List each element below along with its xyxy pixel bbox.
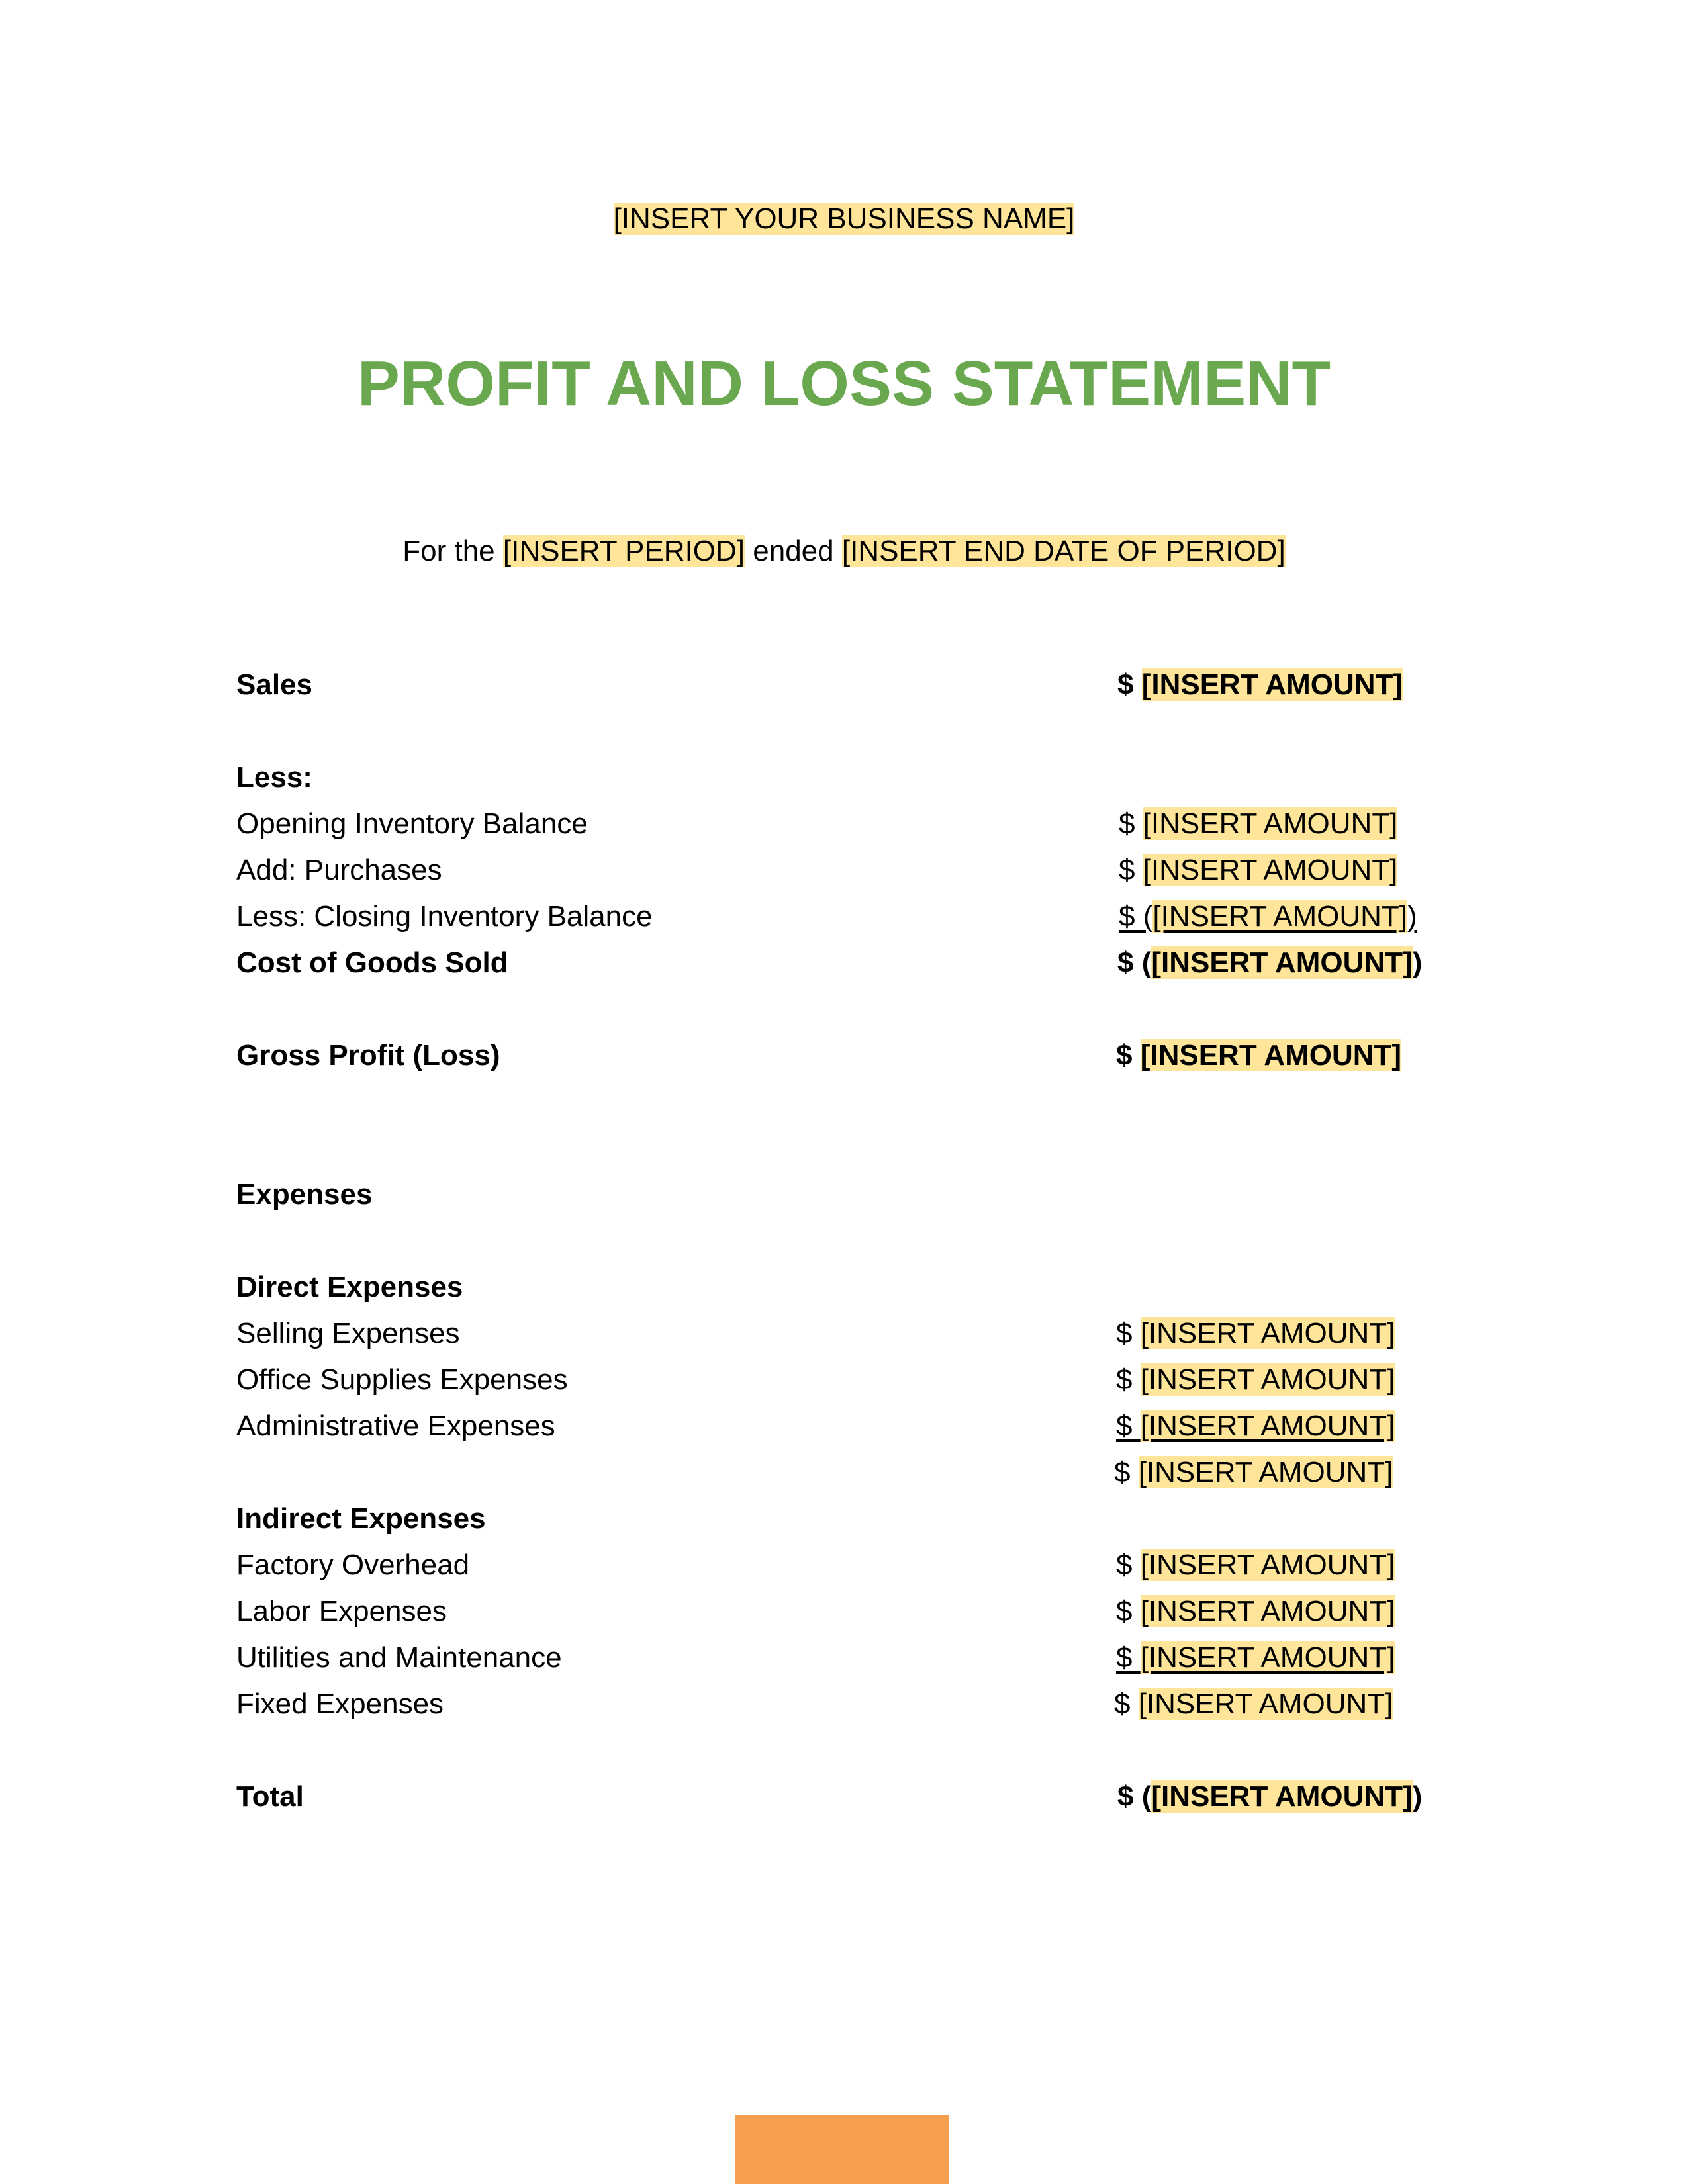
amount-placeholder: [INSERT AMOUNT] (1140, 1039, 1402, 1071)
row-closing-inventory (0, 893, 1688, 940)
row-amount (1114, 1681, 1393, 1727)
period-placeholder: [INSERT PERIOD] (502, 535, 745, 567)
row-amount (1119, 801, 1397, 847)
row-label: Sales (236, 668, 312, 701)
amount-placeholder: [INSERT AMOUNT] (1152, 900, 1408, 933)
row-amount (1116, 1403, 1395, 1449)
currency-symbol: $ (1119, 854, 1143, 886)
amount-placeholder: [INSERT AMOUNT] (1140, 1317, 1395, 1349)
row-amount (1116, 1542, 1395, 1588)
row-label: Less: Closing Inventory Balance (236, 900, 653, 933)
row-label: Selling Expenses (236, 1317, 460, 1349)
amount-placeholder: [INSERT AMOUNT] (1141, 668, 1403, 701)
row-label: Direct Expenses (236, 1271, 463, 1303)
period-line (0, 529, 1688, 573)
row-amount (1119, 893, 1417, 940)
amount-suffix: ) (1412, 1780, 1423, 1813)
amount-placeholder: [INSERT AMOUNT] (1138, 1456, 1393, 1488)
row-label: Expenses (236, 1178, 373, 1210)
row-label: Total (236, 1780, 304, 1813)
currency-symbol: $ ( (1117, 1780, 1152, 1813)
row-label: Less: (236, 761, 312, 794)
amount-placeholder: [INSERT AMOUNT] (1140, 1410, 1395, 1442)
footer-accent-bar (735, 2115, 949, 2184)
row-gross-profit (0, 1032, 1688, 1079)
end-date-placeholder: [INSERT END DATE OF PERIOD] (841, 535, 1286, 567)
amount-placeholder: [INSERT AMOUNT] (1140, 1363, 1395, 1396)
amount-placeholder: [INSERT AMOUNT] (1151, 946, 1413, 979)
amount-suffix: ) (1412, 946, 1423, 979)
amount-placeholder: [INSERT AMOUNT] (1140, 1641, 1395, 1674)
amount-placeholder: [INSERT AMOUNT] (1143, 807, 1398, 840)
row-amount (1117, 662, 1403, 708)
row-label: Fixed Expenses (236, 1688, 444, 1720)
row-labor (0, 1588, 1688, 1635)
amount-placeholder: [INSERT AMOUNT] (1138, 1688, 1393, 1720)
currency-symbol: $ (1116, 1363, 1141, 1396)
row-label: Administrative Expenses (236, 1410, 555, 1442)
currency-symbol: $ (1116, 1641, 1141, 1674)
row-label: Factory Overhead (236, 1549, 470, 1581)
row-utilities (0, 1635, 1688, 1681)
row-label: Office Supplies Expenses (236, 1363, 568, 1396)
row-fixed (0, 1681, 1688, 1727)
currency-symbol: $ ( (1119, 900, 1153, 933)
row-amount (1117, 1774, 1422, 1820)
row-direct-subtotal (0, 1449, 1688, 1496)
amount-placeholder: [INSERT AMOUNT] (1143, 854, 1398, 886)
row-administrative (0, 1403, 1688, 1449)
currency-symbol: $ (1119, 807, 1143, 840)
row-office-supplies (0, 1357, 1688, 1403)
row-amount (1117, 940, 1422, 986)
amount-placeholder: [INSERT AMOUNT] (1151, 1780, 1413, 1813)
row-cogs (0, 940, 1688, 986)
row-label: Opening Inventory Balance (236, 807, 588, 840)
row-label: Add: Purchases (236, 854, 442, 886)
row-purchases (0, 847, 1688, 893)
row-amount (1116, 1635, 1395, 1681)
row-expenses (0, 1171, 1688, 1218)
row-amount (1116, 1588, 1395, 1635)
row-label: Utilities and Maintenance (236, 1641, 562, 1674)
period-middle: ended (745, 535, 842, 567)
row-amount (1114, 1449, 1393, 1496)
amount-suffix: ) (1407, 900, 1417, 933)
currency-symbol: $ (1114, 1456, 1139, 1488)
row-label: Cost of Goods Sold (236, 946, 508, 979)
currency-symbol: $ ( (1117, 946, 1152, 979)
row-less (0, 754, 1688, 801)
row-total (0, 1774, 1688, 1820)
currency-symbol: $ (1116, 1317, 1141, 1349)
row-label: Labor Expenses (236, 1595, 447, 1627)
row-opening-inventory (0, 801, 1688, 847)
row-label: Gross Profit (Loss) (236, 1039, 500, 1071)
page-title: PROFIT AND LOSS STATEMENT (357, 348, 1331, 419)
row-selling-expenses (0, 1310, 1688, 1357)
row-factory-overhead (0, 1542, 1688, 1588)
period-prefix: For the (402, 535, 503, 567)
row-amount (1116, 1357, 1395, 1403)
currency-symbol: $ (1116, 1039, 1141, 1071)
currency-symbol: $ (1116, 1595, 1141, 1627)
row-amount (1116, 1032, 1401, 1079)
row-sales (0, 662, 1688, 708)
currency-symbol: $ (1114, 1688, 1139, 1720)
currency-symbol: $ (1116, 1549, 1141, 1581)
row-label: Indirect Expenses (236, 1502, 486, 1535)
row-amount (1119, 847, 1397, 893)
row-indirect-expenses (0, 1496, 1688, 1542)
amount-placeholder: [INSERT AMOUNT] (1140, 1549, 1395, 1581)
currency-symbol: $ (1116, 1410, 1141, 1442)
amount-placeholder: [INSERT AMOUNT] (1140, 1595, 1395, 1627)
row-direct-expenses (0, 1264, 1688, 1310)
business-name-line (0, 199, 1688, 240)
business-name: [INSERT YOUR BUSINESS NAME] (613, 203, 1075, 235)
currency-symbol: $ (1117, 668, 1142, 701)
row-amount (1116, 1310, 1395, 1357)
